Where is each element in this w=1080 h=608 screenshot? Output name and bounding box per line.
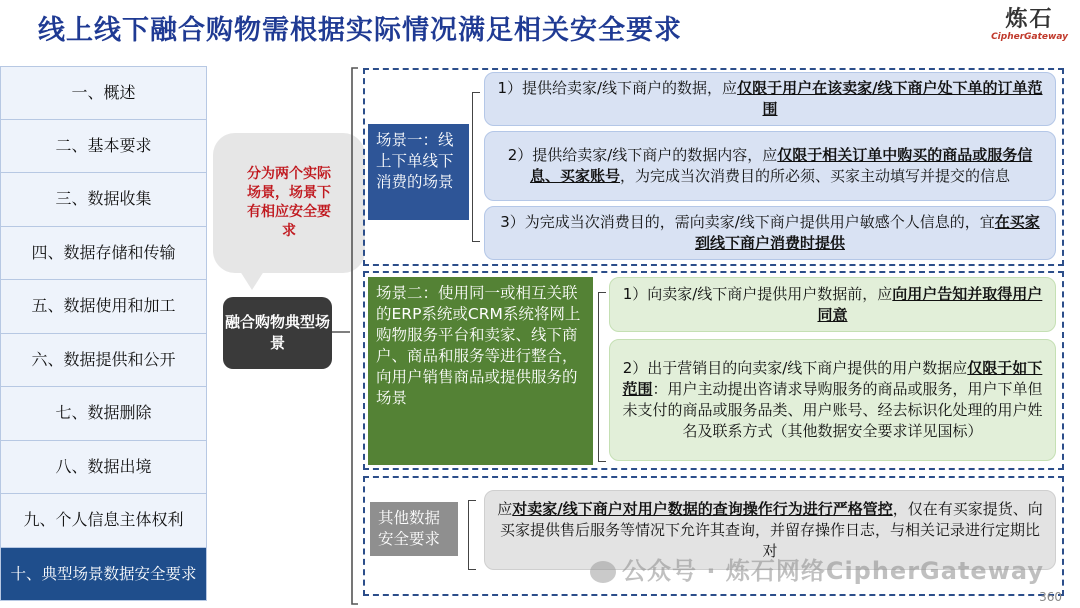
central-topic-box: 融合购物典型场景	[223, 297, 332, 369]
sidebar-item-cross-border[interactable]: 八、数据出境	[0, 441, 207, 495]
scene1-item-3: 3）为完成当次消费目的，需向卖家/线下商户提供用户敏感个人信息的，宜在买家到线下商户消费时提供	[484, 206, 1056, 260]
scene2-item-1: 1）向卖家/线下商户提供用户数据前，应向用户告知并取得用户同意	[609, 277, 1056, 332]
scene1-bracket	[472, 92, 480, 242]
sidebar-item-use-processing[interactable]: 五、数据使用和加工	[0, 280, 207, 334]
wechat-icon	[590, 561, 616, 583]
sidebar-item-deletion[interactable]: 七、数据删除	[0, 387, 207, 441]
brand-logo	[991, 8, 1068, 43]
page-number: 360	[1039, 590, 1062, 604]
sidebar-item-overview[interactable]: 一、概述	[0, 66, 207, 120]
sidebar-item-typical-scenarios[interactable]: 十、典型场景数据安全要求	[0, 548, 207, 602]
other-item: 应对卖家/线下商户对用户数据的查询操作行为进行严格管控，仅在有买家提货、向买家提供售后服务等情况下允许其查询，并留存操作日志，与相关记录进行定期比对	[484, 490, 1056, 570]
logo-text-en: CipherGateway	[991, 32, 1068, 42]
scene1-label: 场景一：线上下单线下消费的场景	[368, 124, 469, 220]
other-label: 其他数据安全要求	[370, 502, 458, 556]
sidebar-item-subject-rights[interactable]: 九、个人信息主体权利	[0, 494, 207, 548]
scene1-item-2: 2）提供给卖家/线下商户的数据内容，应仅限于相关订单中购买的商品或服务信息、买家账号，为完成当次消费目的所必须、买家主动填写并提交的信息	[484, 131, 1056, 201]
scene2-label: 场景二：使用同一或相互关联的ERP系统或CRM系统将网上购物服务平台和卖家、线下商户、商品和服务等进行整合，向用户销售商品或提供服务的场景	[368, 277, 593, 465]
sidebar-item-provision-disclosure[interactable]: 六、数据提供和公开	[0, 334, 207, 388]
sidebar-nav	[0, 66, 207, 606]
callout-tail	[238, 268, 266, 290]
scene2-item-2: 2）出于营销目的向卖家/线下商户提供的用户数据应仅限于如下范围：用户主动提出咨请求导购服务的商品或服务，用户下单但未支付的商品或服务品类、用户账号、经去标识化处理的用户姓名及联系方式（其他数据安全要求详见国标）	[609, 339, 1056, 461]
other-bracket	[468, 500, 476, 570]
logo-text-cn: 炼石	[1005, 7, 1054, 32]
sidebar-item-storage-transmission[interactable]: 四、数据存储和传输	[0, 227, 207, 281]
sidebar-item-data-collection[interactable]: 三、数据收集	[0, 173, 207, 227]
sidebar-item-basic-requirements[interactable]: 二、基本要求	[0, 120, 207, 174]
watermark	[590, 551, 1044, 586]
page-title: 线上线下融合购物需根据实际情况满足相关安全要求	[38, 15, 682, 46]
watermark-text: 公众号 · 炼石网络CipherGateway	[622, 557, 1044, 585]
scene2-bracket	[598, 292, 606, 462]
scene1-item-1: 1）提供给卖家/线下商户的数据，应仅限于用户在该卖家/线下商户处下单的订单范围	[484, 72, 1056, 126]
callout-text: 分为两个实际场景，场景下有相应安全要求	[247, 166, 331, 239]
